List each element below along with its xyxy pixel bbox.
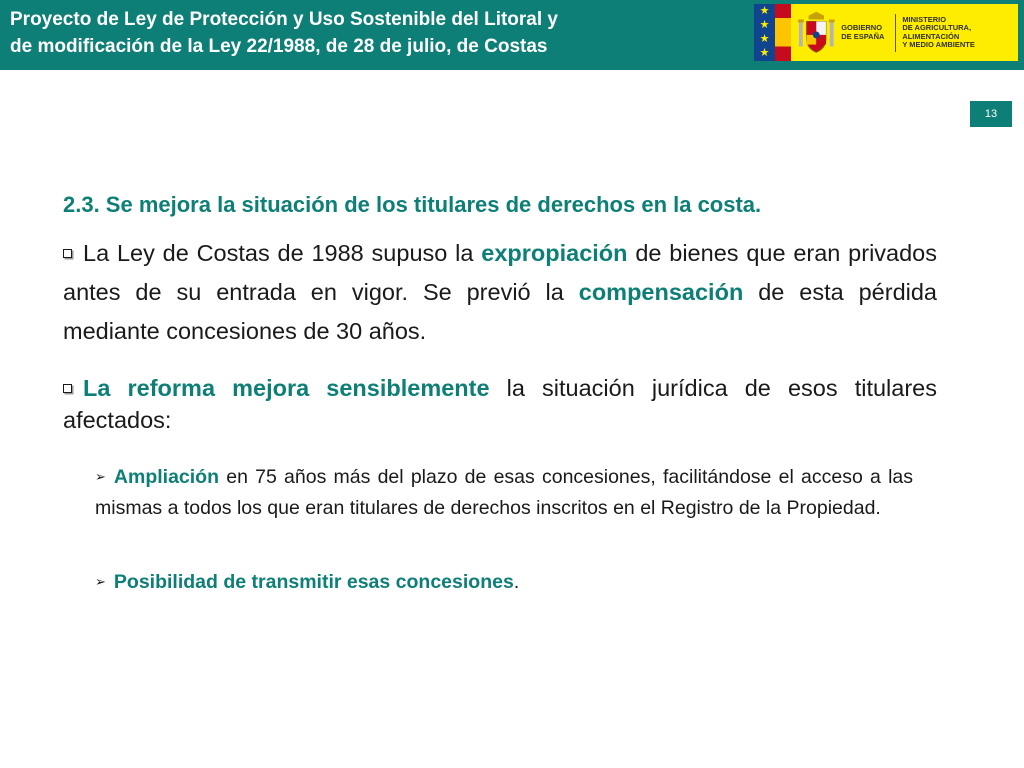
list-item (95, 566, 913, 598)
eu-flag-icon: ★ ★ ★ ★ (754, 4, 775, 61)
highlight-ampliacion: Ampliación (113, 466, 220, 488)
list-item (95, 461, 913, 524)
list-item-text: en 75 años más del plazo de esas concesiones, facilitándose el acceso a las mismas a todos los que eran titulares de derechos inscritos en el Registro de la Propiedad. (95, 466, 913, 519)
paragraph-text: de esta pérdida mediante concesiones de 30 años. (63, 279, 937, 344)
gobierno-label: GOBIERNO DE ESPAÑA (841, 23, 885, 41)
list-item-text: . (513, 571, 520, 593)
title-line-1: Proyecto de Ley de Protección y Uso Sostenible del Litoral y (10, 9, 558, 30)
paragraph-text: de bienes que eran privados antes de su entrada en vigor. Se previó la (63, 240, 937, 305)
square-bullet-icon (63, 249, 72, 258)
paragraph-text: la situación jurídica de esos titulares afectados: (63, 375, 937, 433)
highlight-compensacion: compensación (578, 279, 744, 305)
coat-of-arms-icon (797, 11, 836, 55)
square-bullet-icon (63, 384, 72, 393)
government-logo (754, 4, 1018, 61)
highlight-reforma: La reforma mejora sensiblemente (83, 375, 490, 401)
presentation-title (10, 6, 730, 60)
header-bar (0, 0, 1024, 70)
logo-divider (895, 14, 896, 52)
arrow-bullet-icon: ➢ (95, 574, 106, 589)
paragraph-text: La Ley de Costas de 1988 supuso la (83, 240, 482, 266)
highlight-transmitir: Posibilidad de transmitir esas concesiones (113, 571, 514, 593)
ministry-label: MINISTERIO DE AGRICULTURA, ALIMENTACIÓN Y MEDIO AMBIENTE (902, 14, 975, 49)
paragraph-reform (63, 372, 937, 436)
spain-flag-icon (775, 4, 790, 61)
paragraph-expropriation (63, 234, 937, 351)
title-line-2: de modificación de la Ley 22/1988, de 28 de julio, de Costas (10, 36, 548, 57)
section-title: 2.3. Se mejora la situación de los titulares de derechos en la costa. (63, 192, 762, 217)
highlight-expropiacion: expropiación (481, 240, 628, 266)
arrow-bullet-icon: ➢ (95, 469, 106, 484)
page-number-badge: 13 (970, 101, 1012, 127)
